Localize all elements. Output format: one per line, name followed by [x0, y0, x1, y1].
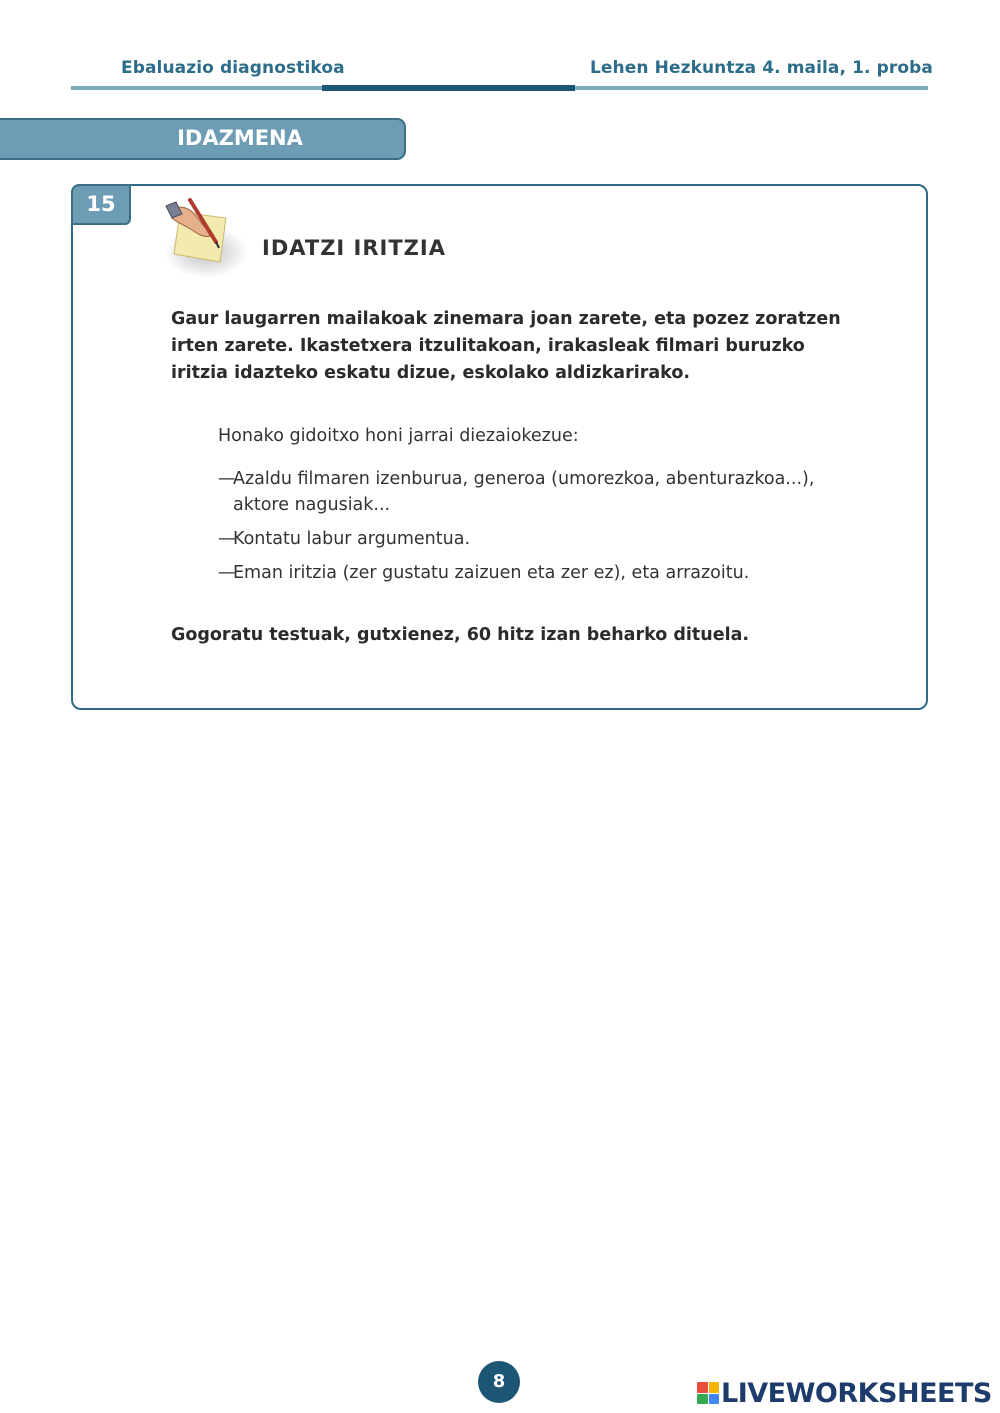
hand-writing-icon — [160, 190, 252, 282]
guide-list — [218, 466, 868, 594]
logo-grid-icon — [697, 1382, 719, 1404]
dash-mark: — — [218, 469, 236, 489]
header-right-title: Lehen Hezkuntza 4. maila, 1. proba — [590, 58, 933, 78]
logo-square — [697, 1394, 708, 1405]
guide-item — [218, 526, 868, 552]
page-number: 8 — [478, 1361, 520, 1403]
task-reminder: Gogoratu testuak, gutxienez, 60 hitz izan beharko dituela. — [171, 625, 750, 645]
header-left-title: Ebaluazio diagnostikoa — [121, 58, 345, 78]
guide-item-text: Kontatu labur argumentua. — [233, 529, 471, 549]
logo-square — [709, 1394, 720, 1405]
guide-item-text: Azaldu filmaren izenburua, generoa (umorezkoa, abenturazkoa...), aktore nagusiak... — [233, 469, 815, 515]
guide-item-text: Eman iritzia (zer gustatu zaizuen eta zer ez), eta arrazoitu. — [233, 563, 750, 583]
dash-mark: — — [218, 563, 236, 583]
task-number: 15 — [71, 184, 131, 225]
guide-intro: Honako gidoitxo honi jarrai diezaiokezue: — [218, 426, 579, 446]
task-title: IDATZI IRITZIA — [262, 236, 446, 260]
logo-text: LIVEWORKSHEETS — [721, 1377, 992, 1409]
logo-square — [709, 1382, 720, 1393]
logo-square — [697, 1382, 708, 1393]
section-tab — [0, 118, 406, 160]
task-intro: Gaur laugarren mailakoak zinemara joan zarete, eta pozez zoratzen irten zarete. Ikastetxera itzulitakoan, irakasleak filmari buruzko iritzia idazteko eskatu dizue, eskolako aldizkarirako. — [171, 309, 841, 383]
header-rule-accent — [322, 85, 575, 91]
liveworksheets-logo[interactable] — [697, 1378, 992, 1408]
section-label: IDAZMENA — [177, 126, 303, 150]
dash-mark: — — [218, 529, 236, 549]
guide-item — [218, 560, 868, 586]
guide-item — [218, 466, 868, 518]
